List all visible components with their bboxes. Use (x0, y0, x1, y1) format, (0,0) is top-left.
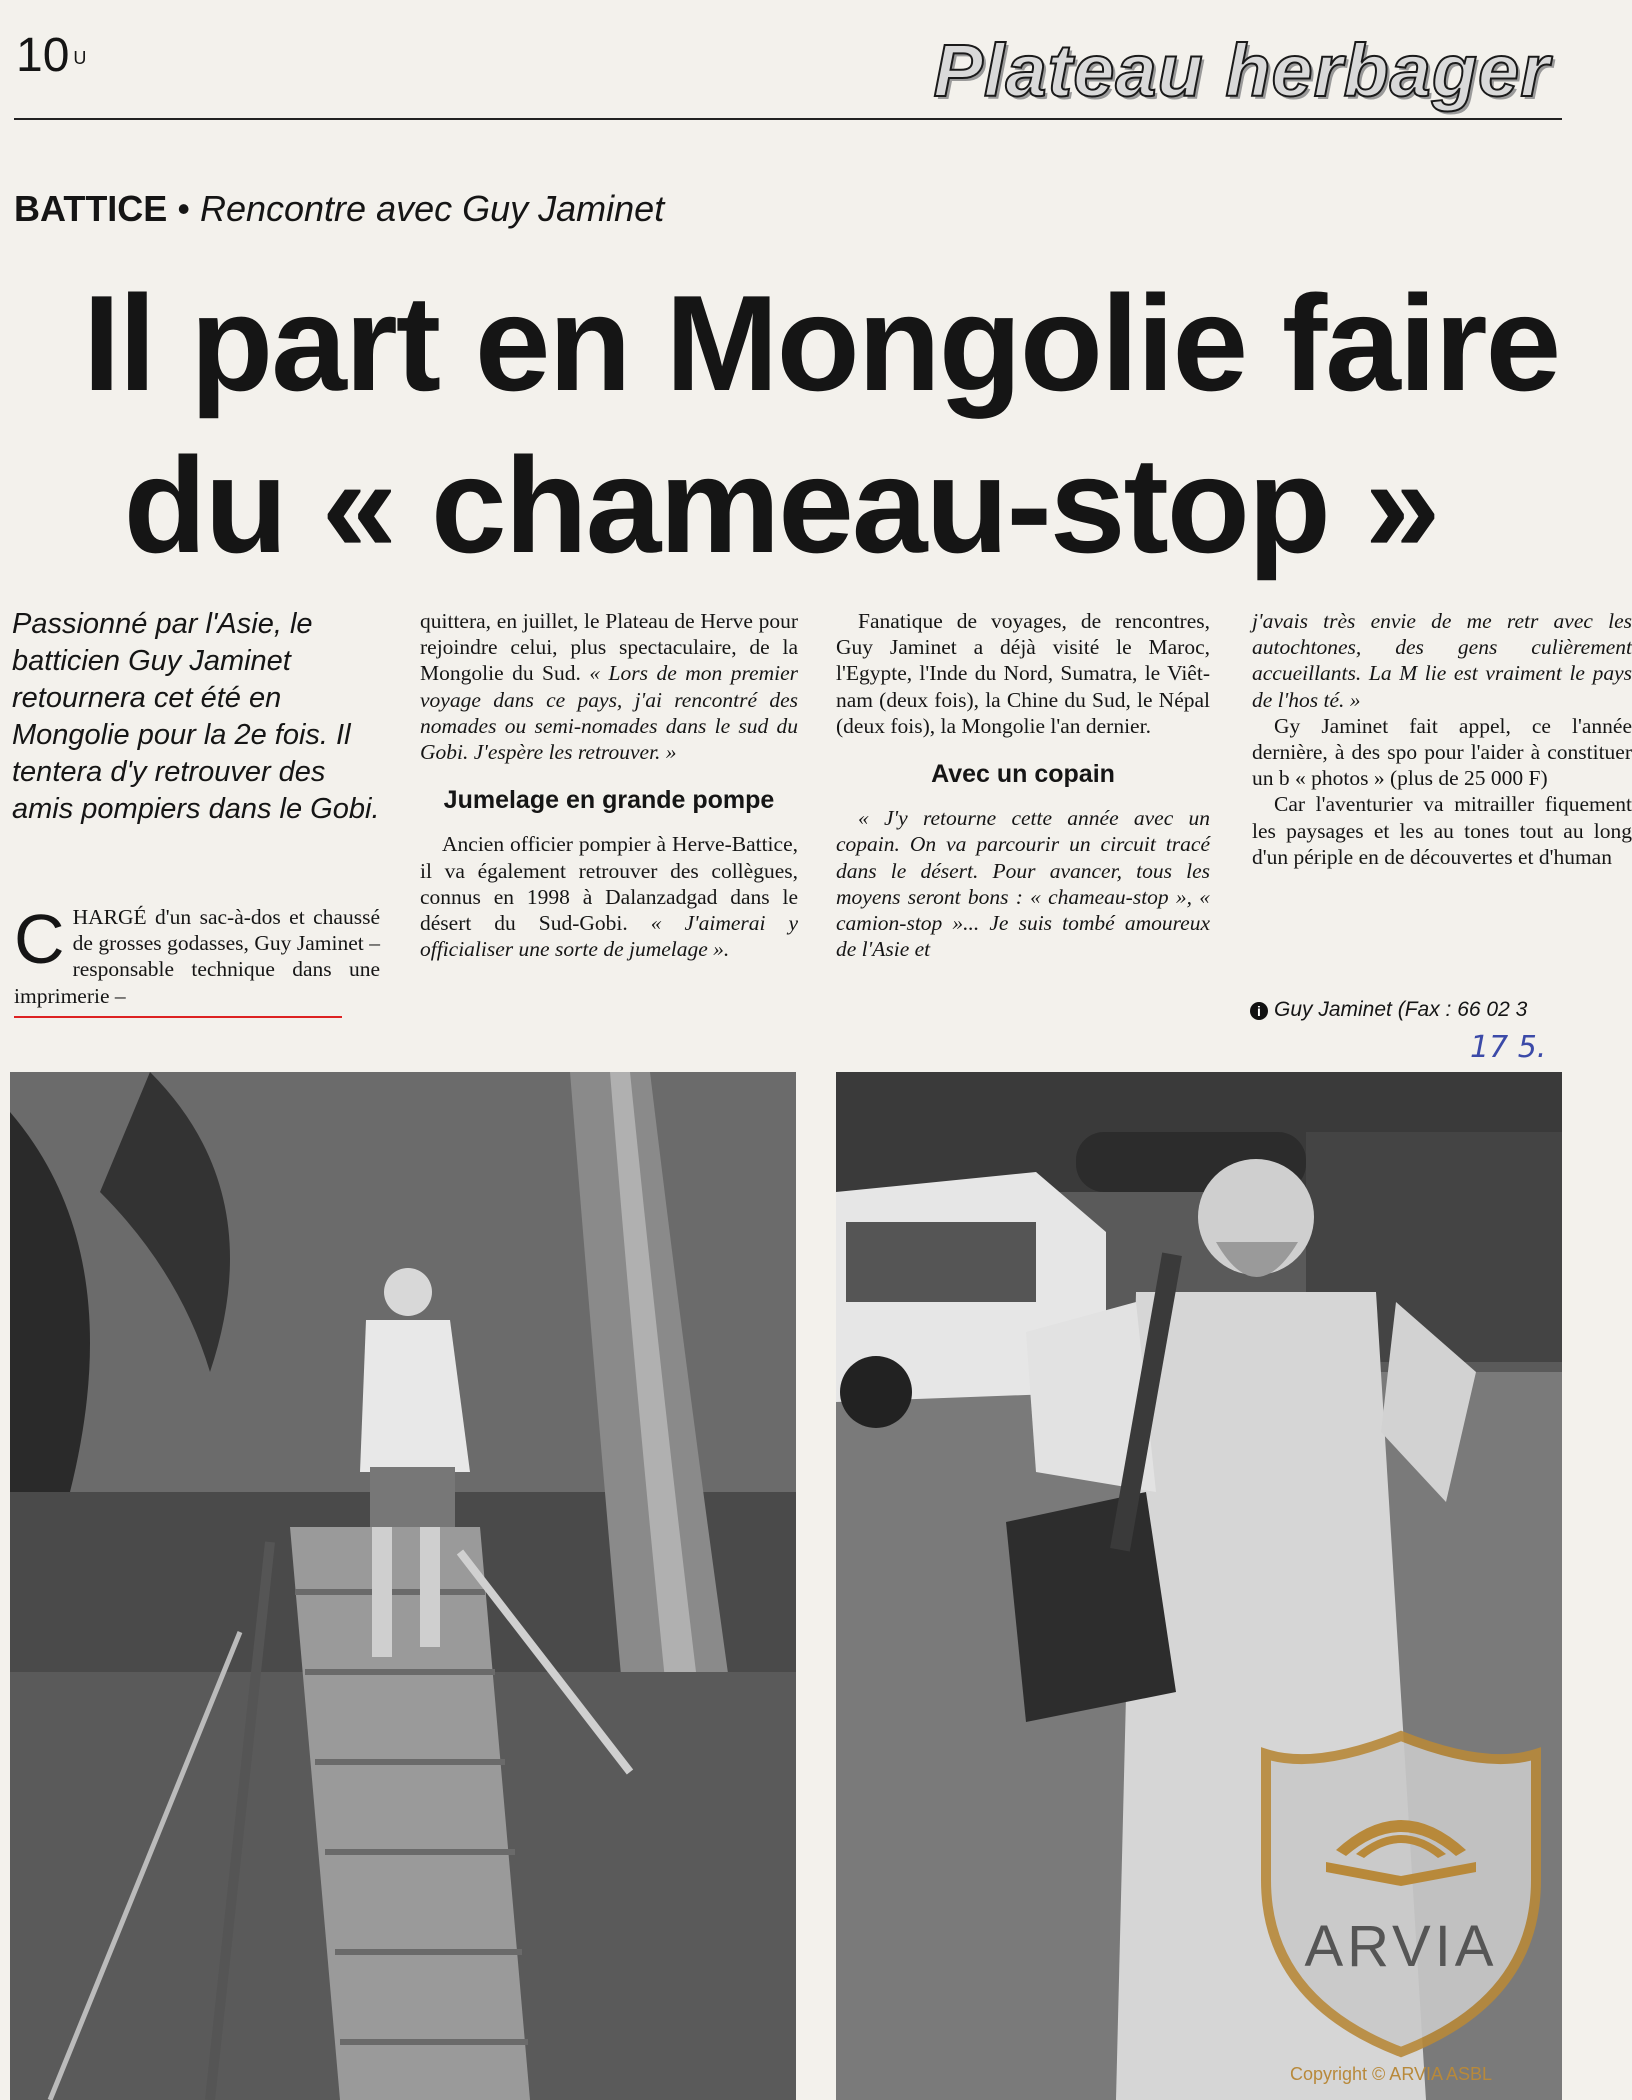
subhead-jumelage: Jumelage en grande pompe (443, 786, 775, 815)
kicker-place: BATTICE (14, 188, 168, 229)
column-2-p2-quote: « J'aimerai y officialiser une sorte de jumelage ». (420, 911, 798, 962)
kicker-bullet: • (177, 188, 190, 229)
column-1-text: HARGÉ d'un sac-à-dos et chaussé de grosses godasses, Guy Jaminet – responsable technique dans une imprimerie – (14, 905, 380, 1008)
column-4-p3: Car l'aventurier va mitrailler fiquement les paysages et les au tones tout au long d'un périple en de découvertes et d'human (1252, 792, 1632, 869)
kicker (14, 188, 664, 230)
page-number (16, 28, 86, 83)
column-3-p2-quote: « J'y retourne cette année avec un copain. On va parcourir un circuit tracé dans le désert. Pour avancer, tous les moyens seront bons : « chameau-stop », « camion-stop »... Je suis tombé amoureux de l'Asie et (836, 806, 1210, 962)
page-number-value: 10 (16, 29, 70, 82)
copyright-notice: Copyright © ARVIA ASBL (1290, 2064, 1493, 2084)
column-2 (420, 608, 798, 962)
headline-line1: Il part en Mongolie faire (82, 267, 1560, 419)
section-header: Plateau herbager (933, 29, 1550, 112)
arvia-watermark-logo (1256, 1730, 1546, 2060)
arvia-logo-text: ARVIA (1304, 1914, 1498, 1979)
contact-text: Guy Jaminet (Fax : 66 02 3 (1274, 998, 1528, 1021)
lead-paragraph: Passionné par l'Asie, le batticien Guy Jaminet retournera cet été en Mongolie pour la 2e fois. Il tentera d'y retrouver des amis pompiers dans le Gobi. (12, 608, 380, 825)
red-underline-mark (14, 1016, 342, 1018)
photo-bridge-image (10, 1072, 796, 2100)
contact-line (1250, 998, 1527, 1022)
header-rule (14, 118, 1562, 120)
column-2-p2: Ancien officier pompier à Herve-Battice, il va également retrouver des collègues, connus en 1998 à Dalanzadgad dans le désert du Sud-Gobi. (420, 832, 798, 936)
kicker-subject: Rencontre avec Guy Jaminet (199, 188, 665, 229)
column-4 (1252, 608, 1632, 988)
photo-bridge (10, 1072, 796, 2100)
page-number-suffix: U (73, 48, 87, 68)
handwritten-date: 17 5. (1470, 1030, 1547, 1065)
headline (0, 262, 1562, 586)
column-2-p1-quote: « Lors de mon premier voyage dans ce pays, j'ai rencontré des nomades ou semi-nomades dans le sud du Gobi. J'espère les retrouver. » (420, 661, 798, 765)
info-icon: i (1250, 1002, 1268, 1020)
column-4-p1-quote: j'avais très envie de me retr avec les autochtones, des gens culièrement accueillants. La M lie est vraiment le pays de l'hos té. » (1252, 609, 1632, 712)
subhead-copain: Avec un copain (931, 760, 1115, 789)
column-4-p2: Gy Jaminet fait appel, ce l'année dernière, à des spo pour l'aider à constituer un b « photos » (plus de 25 000 F) (1252, 713, 1632, 791)
column-1 (14, 900, 380, 1009)
drop-cap: C (14, 900, 65, 978)
headline-line2: du « chameau-stop » (123, 429, 1439, 581)
column-2-p1: quittera, en juillet, le Plateau de Herve pour rejoindre celui, plus spectaculaire, de la Mongolie du Sud. (420, 609, 798, 686)
column-3 (836, 608, 1210, 962)
column-3-p1: Fanatique de voyages, de rencontres, Guy Jaminet a déjà visité le Maroc, l'Egypte, l'Inde du Nord, Sumatra, le Viêt-nam (deux fois), la Chine du Sud, le Népal (deux fois), la Mongolie l'an dernier. (836, 609, 1210, 738)
